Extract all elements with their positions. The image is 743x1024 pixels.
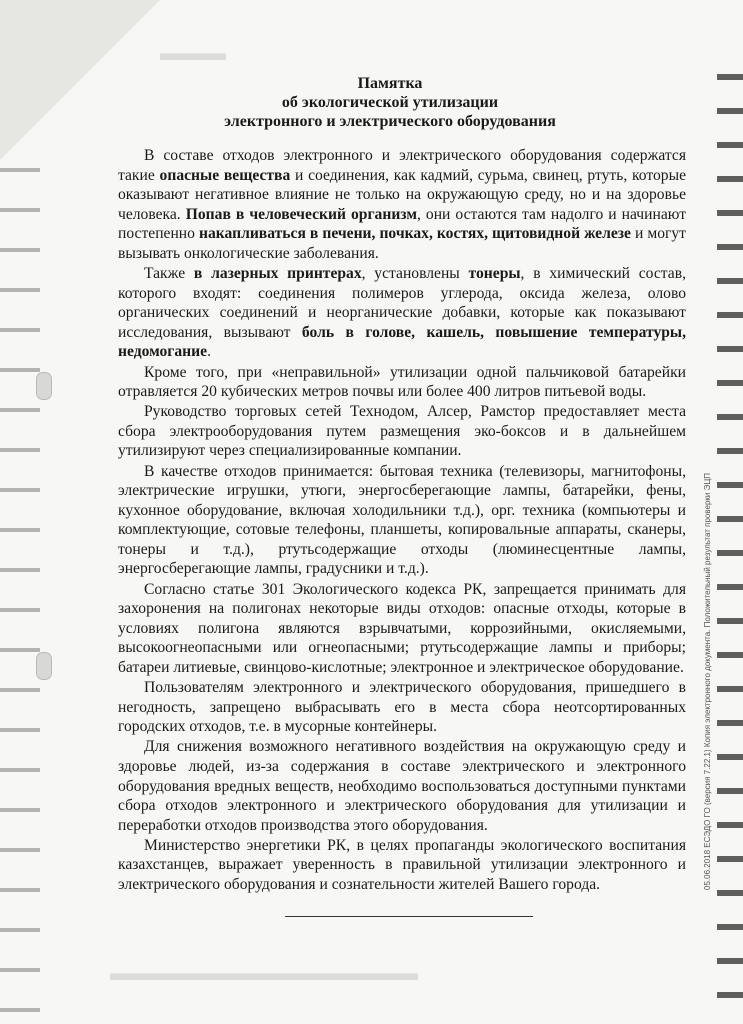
document-body <box>118 146 686 895</box>
text-run: , в химический состав, которого входят: соединения полимеров углерода, оксида железа, олово органических соединений и неорганические добавки, которые как показывают исследования, вызывают <box>118 265 686 341</box>
paragraph <box>118 363 686 402</box>
text-run: , они остаются там надолго и начинают постепенно <box>118 205 687 243</box>
title-line: об экологической утилизации <box>281 94 499 111</box>
text-run: . <box>207 343 211 361</box>
paragraph <box>118 737 686 835</box>
paragraph <box>118 580 686 678</box>
bold-phrase: тонеры <box>468 265 521 283</box>
paragraph <box>118 462 686 580</box>
bold-phrase: опасные вещества <box>159 166 291 184</box>
text-run: В качестве отходов принимается: бытовая техника (телевизоры, магнитофоны, электрические игрушки, утюги, энергосберегающие лампы, батарейки, фены, кухонное оборудование, включая холодильники т.д.), орг. техника (компьютеры и комплектующие, сотовые телефоны, планшеты, копировальные аппараты, сканеры, тонеры и т.д.), ртутьсодержащие отходы (люминесцентные лампы, энергосберегающие лампы, градусники и т.д.). <box>118 462 686 578</box>
bold-phrase: накапливаться в печени, почках, костях, щитовидной железе <box>198 225 631 243</box>
document-title <box>120 74 660 131</box>
paragraph <box>118 836 686 895</box>
text-run: и соединения, как кадмий, сурьма, свинец, ртуть, которые оказывают негативное влияние не только на окружающую среду, но и на здоровье человека. <box>118 166 686 223</box>
bold-phrase: в лазерных принтерах <box>193 265 362 283</box>
text-run: Кроме того, при «неправильной» утилизации одной пальчиковой батарейки отравляется 20 кубических метров почвы или более 400 литров питьевой воды. <box>118 363 686 401</box>
title-line: электронного и электрического оборудования <box>224 113 556 130</box>
text-run: Министерство энергетики РК, в целях пропаганды экологического воспитания казахстанцев, выражает уверенность в правильной утилизации электронного и электрического оборудования и сознательности жителей Вашего города. <box>118 836 686 893</box>
scan-edge-right <box>717 60 743 1024</box>
text-run: Пользователям электронного и электрического оборудования, пришедшего в негодность, запрещено выбрасывать его в места сбора неотсортированных городских отходов, т.е. в мусорные контейнеры. <box>118 679 686 736</box>
paragraph <box>118 264 686 362</box>
punch-hole <box>36 652 52 680</box>
edms-stamp: 05.06.2018 ЕСЭДО ГО (версия 7.22.1) Копия электронного документа. Положительный результат проверки ЭЦП <box>703 472 712 890</box>
text-run: Руководство торговых сетей Технодом, Алсер, Рамстор предоставляет места сбора электрооборудования путем размещения эко-боксов и в дальнейшем утилизируют через специализированные компании. <box>118 403 686 460</box>
text-run: Согласно статье 301 Экологического кодекса РК, запрещается принимать для захоронения на полигонах некоторые виды отходов: опасные отходы, которые в условиях полигона являются взрывчатыми, коррозийными, окисляемыми, высокоогнеопасными или огнеопасными; ртутьсодержащие лампы и приборы; батареи литиевые, свинцово-кислотные; электронное и электрическое оборудование. <box>118 580 686 676</box>
text-run: Для снижения возможного негативного воздействия на окружающую среду и здоровье людей, из-за содержания в составе электрического и электронного оборудования вредных веществ, необходимо воспользоваться доступными пунктами сбора отходов электронного и электрического оборудования для утилизации и переработки отходов производства этого оборудования. <box>118 738 686 834</box>
text-run: и могут вызывать онкологические заболевания. <box>118 225 686 262</box>
text-run: , установлены <box>361 265 469 283</box>
paragraph <box>118 678 686 737</box>
bleed-through: ▬▬▬▬▬▬▬▬▬▬▬▬▬▬ <box>110 960 418 985</box>
paragraph <box>118 402 686 461</box>
bleed-through: ▬▬▬ <box>160 40 226 65</box>
bold-phrase: Попав в человеческий организм <box>185 205 417 223</box>
punch-hole <box>36 372 52 400</box>
title-line: Памятка <box>357 75 423 92</box>
scan-edge-left <box>0 150 40 1024</box>
signature-line <box>285 916 533 917</box>
text-run: В составе отходов электронного и электрического оборудования содержатся такие <box>118 147 686 184</box>
paragraph <box>118 146 686 264</box>
text-run: Также <box>144 265 194 283</box>
bold-phrase: боль в голове, кашель, повышение температуры, недомогание <box>118 323 686 361</box>
